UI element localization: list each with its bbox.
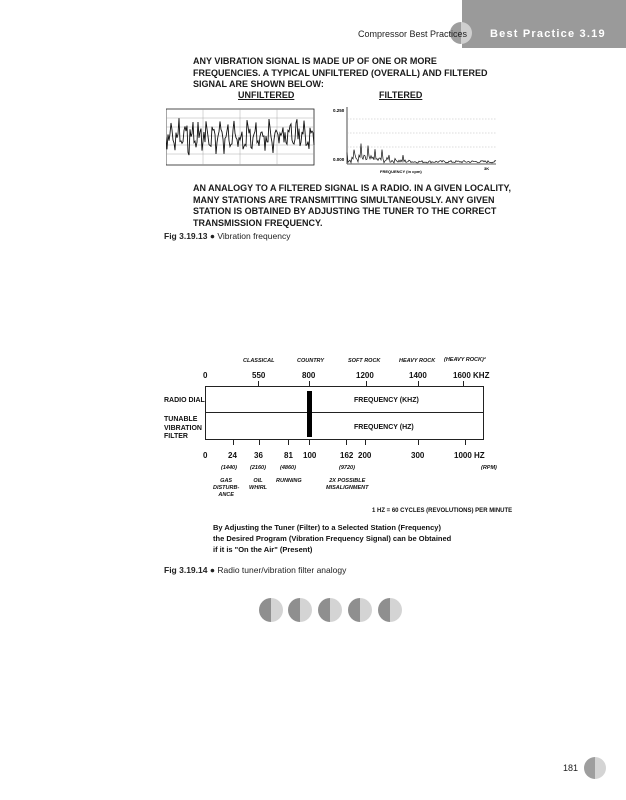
filtered-label: FILTERED [379, 90, 423, 100]
hz-100: 100 [303, 451, 317, 460]
decorative-dot-icon [348, 598, 372, 622]
decorative-dot-icon [259, 598, 283, 622]
khz-1400: 1400 [409, 371, 427, 380]
tunable-filter-label [164, 416, 202, 442]
frequency-hz-label: FREQUENCY (HZ) [354, 424, 414, 431]
unfiltered-label: UNFILTERED [238, 90, 295, 100]
source-misalign-line1: 2X POSSIBLE [329, 478, 366, 484]
decorative-dot-icon [378, 598, 402, 622]
figure1-caption [164, 231, 290, 241]
hz-tick [288, 440, 289, 445]
filtered-spectrum-trace [347, 144, 496, 163]
source-oil-line1: OIL [253, 478, 263, 484]
khz-800: 800 [302, 371, 316, 380]
tuner-needle [307, 391, 312, 437]
figure1-intro-text: ANY VIBRATION SIGNAL IS MADE UP OF ONE OR MORE FREQUENCIES. A TYPICAL UNFILTERED (OVERALL) AND FILTERED SIGNAL ARE SHOWN BELOW: [193, 56, 488, 89]
source-oil-whirl [249, 478, 267, 492]
decorative-dot-icon [288, 598, 312, 622]
decorative-dot-icon [318, 598, 342, 622]
summary-line3: if it is "On the Air" (Present) [213, 545, 313, 554]
header-section-label: Best Practice 3.19 [490, 28, 606, 40]
tunable-line3: FILTER [164, 433, 188, 440]
page-number-circle-icon [584, 757, 606, 779]
figure2-caption-number: Fig 3.19.14 [164, 565, 208, 575]
unfiltered-signal-plot [166, 101, 316, 171]
dial-divider [205, 412, 484, 413]
frequency-khz-label: FREQUENCY (KHZ) [354, 397, 419, 404]
hz-tick [418, 440, 419, 445]
figure1-caption-number: Fig 3.19.13 [164, 231, 208, 241]
hz-81: 81 [284, 451, 293, 460]
filtered-x-max-label: 3K [484, 166, 490, 171]
figure1-caption-text: Vibration frequency [217, 231, 291, 241]
summary-line1: By Adjusting the Tuner (Filter) to a Selected Station (Frequency) [213, 523, 441, 532]
hz-300: 300 [411, 451, 425, 460]
rpm-unit: (RPM) [481, 465, 497, 471]
khz-550: 550 [252, 371, 266, 380]
genre-heavy-rock-squared: (HEAVY ROCK)² [444, 357, 486, 363]
radio-dial-box [205, 386, 484, 440]
khz-1600: 1600 KHZ [453, 371, 490, 380]
summary-line2: the Desired Program (Vibration Frequency Signal) can be Obtained [213, 534, 452, 543]
khz-1200: 1200 [356, 371, 374, 380]
tunable-line1: TUNABLE [164, 416, 198, 423]
figure2-caption [164, 565, 346, 575]
figure2-caption-text: Radio tuner/vibration filter analogy [217, 565, 347, 575]
rpm-2160: (2160) [250, 465, 266, 471]
hz-200: 200 [358, 451, 372, 460]
rpm-9720: (9720) [339, 465, 355, 471]
filtered-x-label: FREQUENCY (in cpm) [380, 169, 422, 174]
hz-1000: 1000 HZ [454, 451, 485, 460]
rpm-1440: (1440) [221, 465, 237, 471]
source-gas-disturbance [213, 478, 239, 499]
source-misalign-line2: MISALIGNMENT [326, 485, 369, 491]
figure1-analogy-text: AN ANALOGY TO A FILTERED SIGNAL IS A RADIO. IN A GIVEN LOCALITY, MANY STATIONS ARE TRANSMITTING SIMULTANEOUSLY. ANY GIVEN STATION IS OBTAINED BY ADJUSTING THE TUNER TO THE CORRECT TRANSMISSION FREQUENCY. [193, 183, 512, 228]
radio-dial-label: RADIO DIAL [164, 397, 205, 404]
source-gas-line3: ANCE [218, 492, 234, 498]
figure2-caption-bullet: ● [209, 565, 215, 575]
source-gas-line1: GAS [220, 478, 233, 484]
filtered-spectrum-plot [330, 101, 500, 181]
tunable-line2: VIBRATION [164, 424, 202, 432]
khz-0: 0 [203, 371, 208, 380]
hz-24: 24 [228, 451, 237, 460]
hz-36: 36 [254, 451, 263, 460]
hz-0: 0 [203, 451, 208, 460]
source-gas-line2: DISTURB- [213, 485, 240, 491]
rpm-4860: (4860) [280, 465, 296, 471]
figure1-caption-bullet: ● [209, 231, 215, 241]
hz-162: 162 [340, 451, 354, 460]
figure2-summary [213, 522, 451, 555]
hz-tick [309, 440, 310, 445]
hz-tick [233, 440, 234, 445]
filtered-y-top-label: 0.250 [333, 108, 345, 113]
genre-soft-rock: SOFT ROCK [348, 358, 381, 364]
source-oil-line2: WHIRL [249, 485, 268, 491]
hz-tick [465, 440, 466, 445]
filtered-y-bottom-label: 0.000 [333, 157, 345, 162]
hz-tick [365, 440, 366, 445]
genre-classical: CLASSICAL [243, 358, 275, 364]
page-number: 181 [563, 763, 579, 773]
header-section-box [462, 0, 626, 48]
conversion-note: 1 HZ = 60 CYCLES (REVOLUTIONS) PER MINUTE [372, 508, 513, 514]
genre-heavy-rock: HEAVY ROCK [399, 358, 436, 364]
source-misalignment [326, 478, 368, 492]
source-running: RUNNING [276, 478, 302, 484]
header-book-title: Compressor Best Practices [358, 29, 468, 39]
hz-tick [346, 440, 347, 445]
hz-tick [259, 440, 260, 445]
genre-country: COUNTRY [297, 358, 325, 364]
filtered-plot-grid [347, 119, 496, 147]
